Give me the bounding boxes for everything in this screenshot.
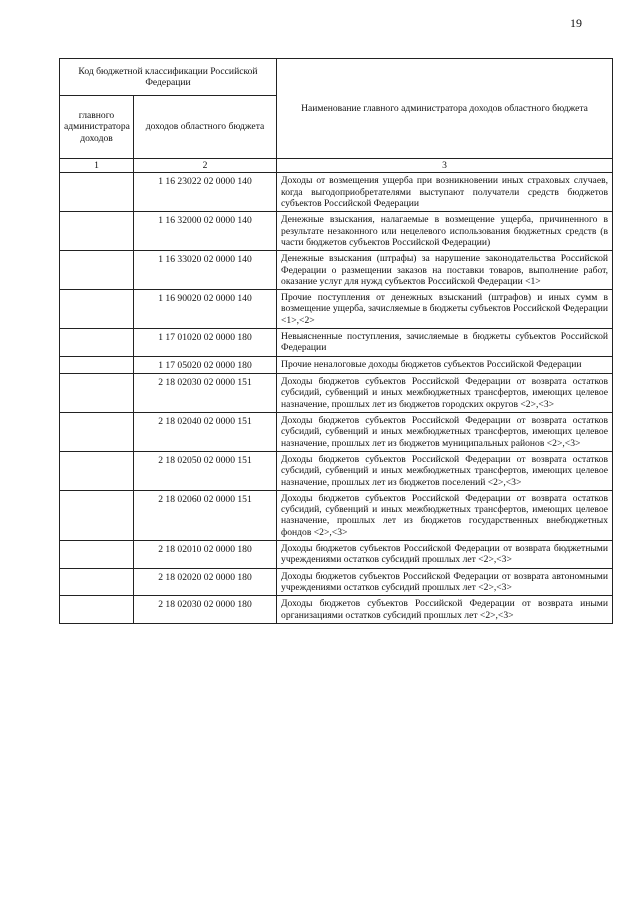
- column-numbers-row: [60, 159, 613, 173]
- revenue-code-cell: 2 18 02050 02 0000 151: [134, 451, 277, 490]
- admin-code-cell: [60, 374, 134, 413]
- column-number-1: 1: [60, 159, 134, 173]
- table-row: [60, 374, 613, 413]
- admin-code-cell: [60, 329, 134, 357]
- table-row: [60, 596, 613, 624]
- revenue-name-cell: Денежные взыскания (штрафы) за нарушение законодательства Российской Федерации о размещении заказов на поставки товаров, выполнение работ, оказание услуг для нужд субъектов Российской Федерации <1>: [277, 251, 613, 290]
- revenue-name-cell: Доходы от возмещения ущерба при возникновении иных страховых случаев, когда выгодоприобретателями выступают получатели средств бюджетов субъектов Российской Федерации: [277, 173, 613, 212]
- revenue-code-cell: 1 16 33020 02 0000 140: [134, 251, 277, 290]
- admin-code-cell: [60, 290, 134, 329]
- revenue-code-cell: 1 16 23022 02 0000 140: [134, 173, 277, 212]
- table-row: [60, 568, 613, 596]
- page-number: 19: [570, 16, 582, 30]
- admin-code-cell: [60, 251, 134, 290]
- revenue-name-cell: Доходы бюджетов субъектов Российской Федерации от возврата иными организациями остатков субсидий прошлых лет <2>,<3>: [277, 596, 613, 624]
- revenue-code-cell: 2 18 02030 02 0000 151: [134, 374, 277, 413]
- column-number-3: 3: [277, 159, 613, 173]
- header-regional-budget-revenue: доходов областного бюджета: [134, 96, 277, 159]
- header-budget-code-group: Код бюджетной классификации Российской Федерации: [60, 59, 277, 96]
- table-row: [60, 451, 613, 490]
- revenue-name-cell: Доходы бюджетов субъектов Российской Федерации от возврата остатков субсидий, субвенций и иных межбюджетных трансфертов, имеющих целевое назначение, прошлых лет из бюджетов поселений <2>,<3>: [277, 451, 613, 490]
- table-row: [60, 173, 613, 212]
- table-row: [60, 290, 613, 329]
- revenue-name-cell: Доходы бюджетов субъектов Российской Федерации от возврата бюджетными учреждениями остатков субсидий прошлых лет <2>,<3>: [277, 541, 613, 569]
- revenue-code-cell: 1 16 90020 02 0000 140: [134, 290, 277, 329]
- admin-code-cell: [60, 568, 134, 596]
- admin-code-cell: [60, 412, 134, 451]
- table-row: [60, 541, 613, 569]
- revenue-code-cell: 2 18 02020 02 0000 180: [134, 568, 277, 596]
- table-row: [60, 212, 613, 251]
- table-row: [60, 329, 613, 357]
- table-row: [60, 490, 613, 540]
- column-number-2: 2: [134, 159, 277, 173]
- revenue-code-cell: 1 17 05020 02 0000 180: [134, 356, 277, 373]
- revenue-name-cell: Невыясненные поступления, зачисляемые в бюджеты субъектов Российской Федерации: [277, 329, 613, 357]
- admin-code-cell: [60, 451, 134, 490]
- budget-classification-table: [59, 58, 613, 624]
- revenue-name-cell: Прочие неналоговые доходы бюджетов субъектов Российской Федерации: [277, 356, 613, 373]
- table-row: [60, 356, 613, 373]
- revenue-code-cell: 2 18 02010 02 0000 180: [134, 541, 277, 569]
- revenue-code-cell: 1 17 01020 02 0000 180: [134, 329, 277, 357]
- header-administrator-name: Наименование главного администратора доходов областного бюджета: [277, 59, 613, 159]
- revenue-name-cell: Прочие поступления от денежных взысканий (штрафов) и иных сумм в возмещение ущерба, зачисляемые в бюджеты субъектов Российской Федерации <1>,<2>: [277, 290, 613, 329]
- admin-code-cell: [60, 541, 134, 569]
- revenue-code-cell: 2 18 02030 02 0000 180: [134, 596, 277, 624]
- revenue-code-cell: 1 16 32000 02 0000 140: [134, 212, 277, 251]
- table-row: [60, 412, 613, 451]
- header-main-administrator: главного администратора доходов: [60, 96, 134, 159]
- revenue-name-cell: Доходы бюджетов субъектов Российской Федерации от возврата остатков субсидий, субвенций и иных межбюджетных трансфертов, имеющих целевое назначение, прошлых лет из бюджетов государственных внебюджетных фондов <2>,<3>: [277, 490, 613, 540]
- header-row-group: [60, 59, 613, 96]
- revenue-name-cell: Доходы бюджетов субъектов Российской Федерации от возврата автономными учреждениями остатков субсидий прошлых лет <2>,<3>: [277, 568, 613, 596]
- revenue-name-cell: Денежные взыскания, налагаемые в возмещение ущерба, причиненного в результате незаконного или нецелевого использования бюджетных средств (в части бюджетов субъектов Российской Федерации): [277, 212, 613, 251]
- admin-code-cell: [60, 212, 134, 251]
- revenue-name-cell: Доходы бюджетов субъектов Российской Федерации от возврата остатков субсидий, субвенций и иных межбюджетных трансфертов, имеющих целевое назначение, прошлых лет из бюджетов муниципальных районов <2>,<3>: [277, 412, 613, 451]
- table-row: [60, 251, 613, 290]
- admin-code-cell: [60, 596, 134, 624]
- admin-code-cell: [60, 173, 134, 212]
- admin-code-cell: [60, 490, 134, 540]
- revenue-code-cell: 2 18 02060 02 0000 151: [134, 490, 277, 540]
- revenue-code-cell: 2 18 02040 02 0000 151: [134, 412, 277, 451]
- admin-code-cell: [60, 356, 134, 373]
- revenue-name-cell: Доходы бюджетов субъектов Российской Федерации от возврата остатков субсидий, субвенций и иных межбюджетных трансфертов, имеющих целевое назначение, прошлых лет из бюджетов городских округов <2>,<3>: [277, 374, 613, 413]
